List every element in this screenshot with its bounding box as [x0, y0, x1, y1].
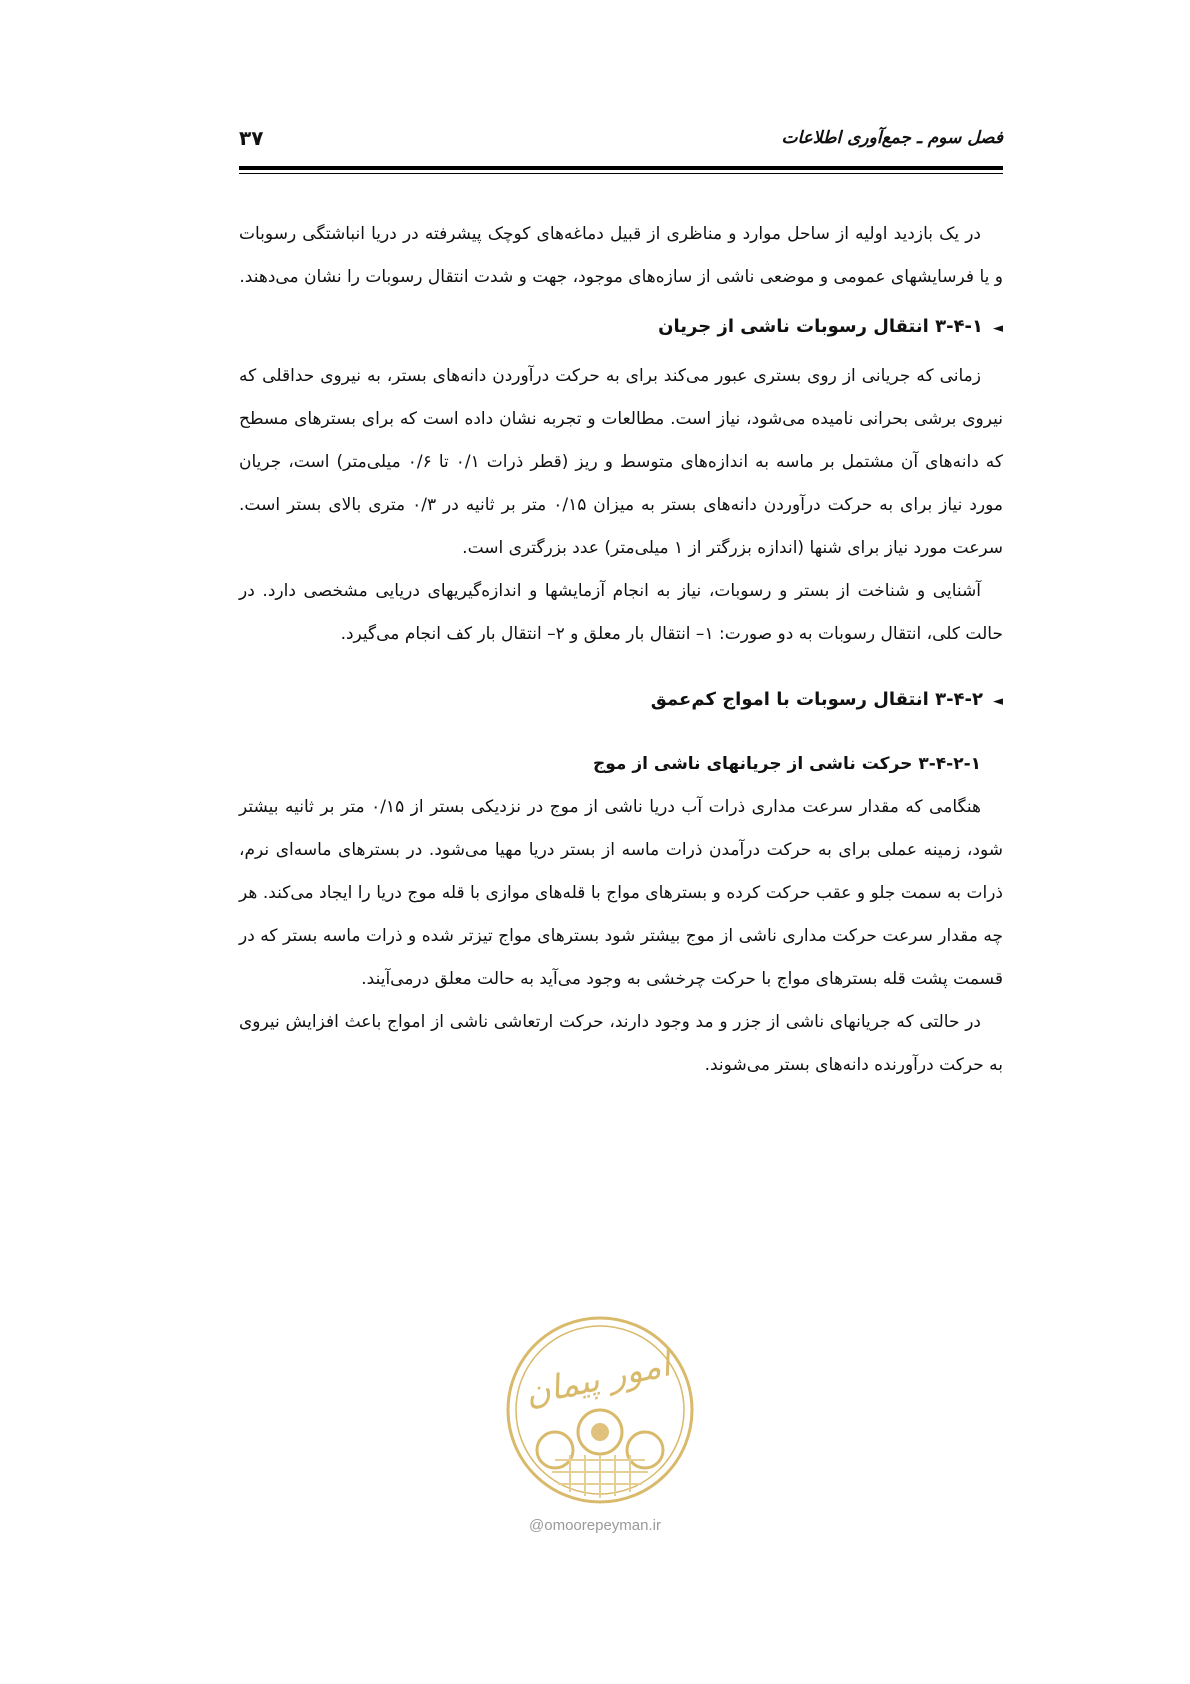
main-content [239, 213, 1003, 1087]
section1-paragraph-2: آشنایی و شناخت از بستر و رسوبات، نیاز به انجام آزمایشها و اندازه‌گیریهای دریایی مشخصی دارد. در حالت کلی، انتقال رسوبات به دو صورت: ۱– انتقال بار معلق و ۲– انتقال بار کف انجام می‌گیرد. [239, 581, 1003, 644]
page-header [239, 128, 1003, 160]
section1-paragraph-1: زمانی که جریانی از روی بستری عبور می‌کند برای به حرکت درآوردن دانه‌های بستر، به نیروی حداقلی که نیروی برشی بحرانی نامیده می‌شود، نیاز است. مطالعات و تجربه نشان داده است که برای بسترهای مسطح که دانه‌های آن مشتمل بر ماسه به اندازه‌های متوسط و ریز (قطر ذرات ۰/۱ تا ۰/۶ میلی‌متر) است، جریان مورد نیاز برای به حرکت درآوردن دانه‌های بستر به میزان ۰/۱۵ متر بر ثانیه در ۰/۳ متری بالای بستر است. سرعت مورد نیاز برای شنها (اندازه بزرگتر از ۱ میلی‌متر) عدد بزرگتری است. [239, 366, 1004, 558]
subsection-paragraph-2: در حالتی که جریانهای ناشی از جزر و مد وجود دارند، حرکت ارتعاشی ناشی از امواج باعث افزایش نیروی به حرکت درآورنده دانه‌های بستر می‌شوند. [239, 1012, 1003, 1075]
section-heading-1-text: ۳-۴-۱ انتقال رسوبات ناشی از جریان [658, 316, 983, 337]
section-heading-2 [239, 680, 1003, 722]
watermark-url: @omoorepeyman.ir [529, 1517, 661, 1534]
subsection-heading: ۳-۴-۲-۱ حرکت ناشی از جریانهای ناشی از موج [592, 754, 981, 774]
chapter-title: فصل سوم ـ جمع‌آوری اطلاعات [781, 128, 1003, 148]
watermark-logo-icon [500, 1310, 700, 1510]
watermark-logo-text: امور پیمان [521, 1344, 674, 1415]
header-rule-thick [239, 166, 1003, 170]
section-heading-2-text: ۳-۴-۲ انتقال رسوبات با امواج کم‌عمق [650, 689, 983, 710]
triangle-marker-icon: ◄ [993, 321, 1003, 336]
subsection-paragraph-1: هنگامی که مقدار سرعت مداری ذرات آب دریا ناشی از موج در نزدیکی بستر از ۰/۱۵ متر بر ثانیه بیشتر شود، زمینه عملی برای به حرکت درآمدن ذرات ماسه از بستر دریا مهیا می‌شود. در بسترهای ماسه‌ای نرم، ذرات به سمت جلو و عقب حرکت کرده و بسترهای مواج با قله‌های موازی با قله موج دریا را ایجاد می‌کند. هر چه مقدار سرعت حرکت مداری ناشی از موج بیشتر شود بسترهای مواج تیزتر شده و ذرات ماسه بستر که در قسمت پشت قله بسترهای مواج با حرکت چرخشی به وجود می‌آید به حالت معلق درمی‌آیند. [239, 797, 1003, 989]
header-rule-thin [239, 173, 1003, 174]
page-number: ۳۷ [239, 126, 264, 150]
triangle-marker-icon: ◄ [993, 694, 1003, 709]
section-heading-1 [239, 307, 1003, 349]
intro-paragraph: در یک بازدید اولیه از ساحل موارد و مناظری از قبیل دماغه‌های کوچک پیشرفته در دریا انباشتگی رسوبات و یا فرسایشهای عمومی و موضعی ناشی از سازه‌های موجود، جهت و شدت انتقال رسوبات را نشان می‌دهند. [239, 224, 1003, 287]
